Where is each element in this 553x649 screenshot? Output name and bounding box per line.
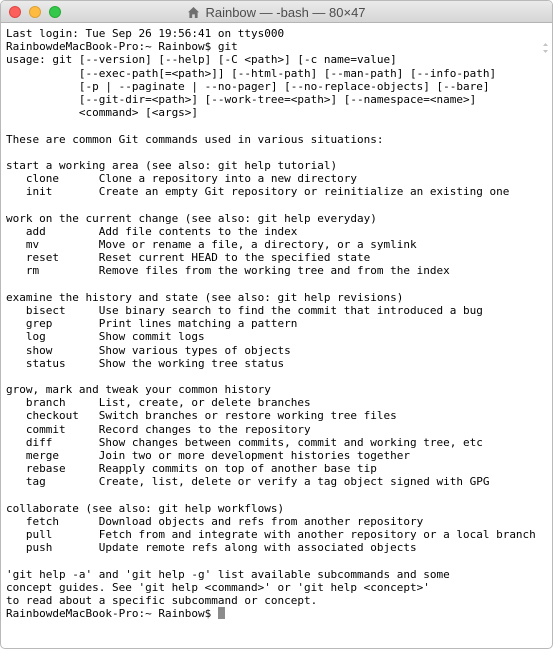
- terminal-line: [--git-dir=<path>] [--work-tree=<path>] [--namespace=<name>]: [6, 92, 477, 106]
- text-cursor: [218, 607, 225, 619]
- terminal-line: [6, 555, 538, 568]
- terminal-line: reset Reset current HEAD to the specified state: [6, 251, 371, 265]
- terminal-line: usage: git [--version] [--help] [-C <path>] [-c name=value]: [6, 53, 397, 67]
- terminal-line: [6, 278, 538, 291]
- terminal-line: init Create an empty Git repository or reinitialize an existing one: [6, 185, 510, 199]
- terminal-line: collaborate (see also: git help workflows): [6, 501, 285, 515]
- window-title-area: [1, 1, 552, 23]
- terminal-line: examine the history and state (see also: git help revisions): [6, 290, 404, 304]
- shell-prompt: RainbowdeMacBook-Pro:~ Rainbow$: [6, 607, 218, 621]
- terminal-line: [6, 119, 538, 132]
- terminal-line: pull Fetch from and integrate with another repository or a local branch: [6, 528, 536, 542]
- terminal-line: [6, 370, 538, 383]
- terminal-line: tag Create, list, delete or verify a tag object signed with GPG: [6, 475, 490, 489]
- scroll-indicator-icon[interactable]: [542, 41, 549, 53]
- terminal-line: commit Record changes to the repository: [6, 422, 311, 436]
- prompt-line[interactable]: [6, 607, 538, 620]
- terminal-line: These are common Git commands used in various situations:: [6, 132, 384, 146]
- terminal-line: 'git help -a' and 'git help -g' list available subcommands and some: [6, 567, 450, 581]
- terminal-line: [6, 198, 538, 211]
- terminal-line: grep Print lines matching a pattern: [6, 317, 298, 331]
- terminal-line: [-p | --paginate | --no-pager] [--no-replace-objects] [--bare]: [6, 79, 490, 93]
- terminal-line: [--exec-path[=<path>]] [--html-path] [--man-path] [--info-path]: [6, 66, 497, 80]
- home-icon: [187, 6, 200, 19]
- terminal-line: checkout Switch branches or restore working tree files: [6, 409, 397, 423]
- title-bar[interactable]: [1, 1, 552, 23]
- terminal-line: mv Move or rename a file, a directory, or a symlink: [6, 238, 417, 251]
- terminal-line: add Add file contents to the index: [6, 224, 298, 238]
- terminal-line: concept guides. See 'git help <command>' or 'git help <concept>': [6, 580, 430, 594]
- terminal-line: bisect Use binary search to find the commit that introduced a bug: [6, 303, 483, 317]
- terminal-line: merge Join two or more development histories together: [6, 449, 410, 462]
- terminal-line: RainbowdeMacBook-Pro:~ Rainbow$ git: [6, 40, 238, 54]
- terminal-line: clone Clone a repository into a new directory: [6, 172, 357, 186]
- terminal-line: branch List, create, or delete branches: [6, 396, 311, 410]
- terminal-line: log Show commit logs: [6, 330, 205, 344]
- terminal-line: Last login: Tue Sep 26 19:56:41 on ttys000: [6, 27, 285, 40]
- window-title: Rainbow — -bash — 80×47: [205, 4, 366, 20]
- terminal-line: show Show various types of objects: [6, 343, 291, 357]
- terminal-line: start a working area (see also: git help tutorial): [6, 158, 338, 172]
- terminal-line: <command> [<args>]: [6, 106, 199, 120]
- terminal-output[interactable]: [6, 27, 538, 642]
- terminal-line: diff Show changes between commits, commit and working tree, etc: [6, 435, 483, 449]
- terminal-line: rm Remove files from the working tree and from the index: [6, 264, 450, 278]
- terminal-line: status Show the working tree status: [6, 356, 285, 370]
- terminal-line: work on the current change (see also: git help everyday): [6, 211, 377, 225]
- terminal-line: rebase Reapply commits on top of another base tip: [6, 462, 377, 476]
- terminal-line: push Update remote refs along with associated objects: [6, 541, 417, 555]
- terminal-line: grow, mark and tweak your common history: [6, 383, 271, 397]
- terminal-line: to read about a specific subcommand or concept.: [6, 594, 318, 608]
- terminal-line: [6, 146, 538, 159]
- terminal-line: fetch Download objects and refs from another repository: [6, 514, 424, 528]
- terminal-line: [6, 489, 538, 502]
